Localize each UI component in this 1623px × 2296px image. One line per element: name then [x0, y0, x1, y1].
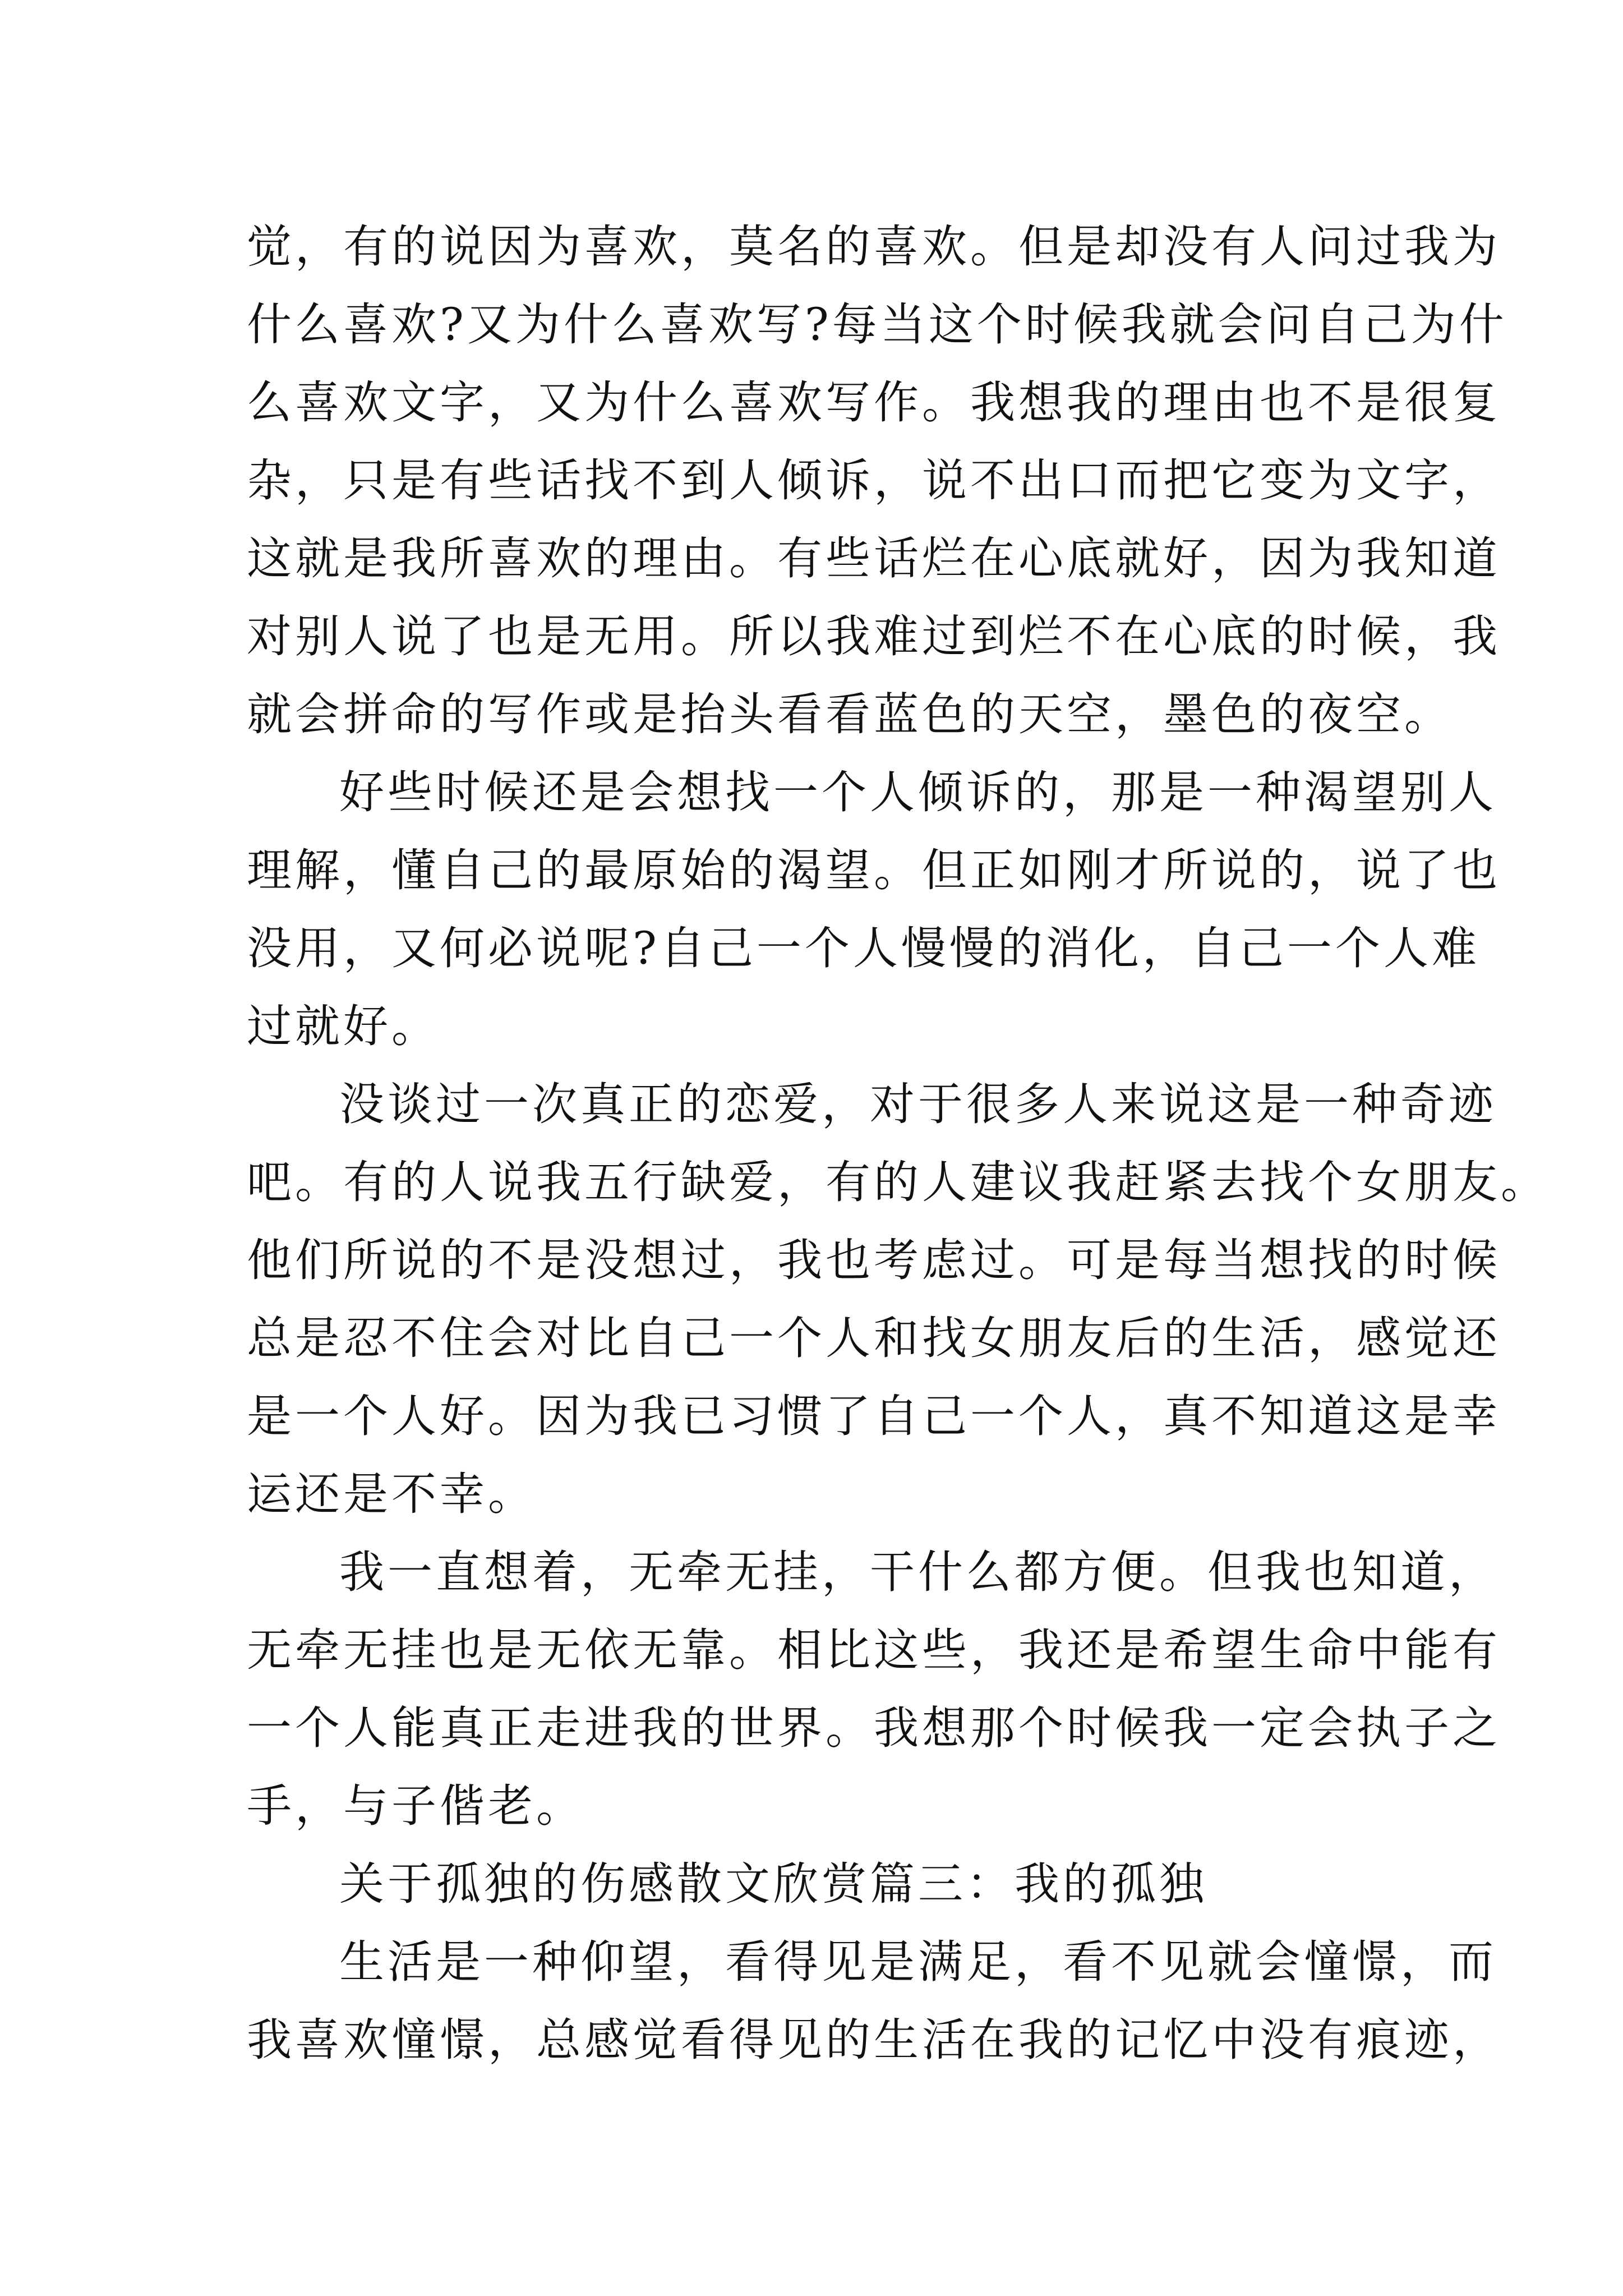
paragraph — [247, 1923, 1501, 2079]
text-line: 觉，有的说因为喜欢，莫名的喜欢。但是却没有人问过我为 — [247, 220, 1501, 273]
paragraph — [247, 1065, 1549, 1533]
text-line: 我喜欢憧憬，总感觉看得见的生活在我的记忆中没有痕迹， — [247, 2014, 1501, 2066]
text-line: 运还是不幸。 — [247, 1468, 536, 1520]
text-line: 生活是一种仰望，看得见是满足，看不见就会憧憬，而 — [339, 1936, 1497, 1988]
text-line: 什么喜欢?又为什么喜欢写?每当这个时候我就会问自己为什 — [247, 298, 1507, 351]
text-line: 过就好。 — [247, 1000, 440, 1052]
text-line: 手，与子偕老。 — [247, 1780, 584, 1832]
text-line: 么喜欢文字，又为什么喜欢写作。我想我的理由也不是很复 — [247, 376, 1501, 429]
text-line: 是一个人好。因为我已习惯了自己一个人，真不知道这是幸 — [247, 1390, 1501, 1442]
text-line: 杂，只是有些话找不到人倾诉，说不出口而把它变为文字， — [247, 454, 1501, 507]
section-heading-text: 关于孤独的伤感散文欣赏篇三：我的孤独 — [339, 1858, 1207, 1910]
text-line: 就会拼命的写作或是抬头看看蓝色的天空，墨色的夜空。 — [247, 688, 1453, 740]
body-text — [247, 208, 1549, 2079]
text-line: 没谈过一次真正的恋爱，对于很多人来说这是一种奇迹 — [339, 1078, 1497, 1130]
text-line: 理解，懂自己的最原始的渴望。但正如刚才所说的，说了也 — [247, 844, 1501, 896]
paragraph — [247, 208, 1507, 753]
text-line: 他们所说的不是没想过，我也考虑过。可是每当想找的时候 — [247, 1234, 1501, 1286]
text-line: 无牵无挂也是无依无靠。相比这些，我还是希望生命中能有 — [247, 1624, 1501, 1676]
text-line: 好些时候还是会想找一个人倾诉的，那是一种渴望别人 — [339, 766, 1497, 818]
section-heading — [247, 1845, 1391, 1923]
text-line: 总是忍不住会对比自己一个人和找女朋友后的生活，感觉还 — [247, 1312, 1501, 1364]
paragraph — [247, 1533, 1501, 1845]
text-line: 我一直想着，无牵无挂，干什么都方便。但我也知道， — [339, 1546, 1497, 1598]
text-line: 一个人能真正走进我的世界。我想那个时候我一定会执子之 — [247, 1702, 1501, 1754]
text-line: 没用，又何必说呢?自己一个人慢慢的消化，自己一个人难 — [247, 922, 1480, 974]
paragraph — [247, 753, 1501, 1065]
text-line: 对别人说了也是无用。所以我难过到烂不在心底的时候，我 — [247, 610, 1501, 662]
text-line: 吧。有的人说我五行缺爱，有的人建议我赶紧去找个女朋友。 — [247, 1156, 1549, 1208]
text-line: 这就是我所喜欢的理由。有些话烂在心底就好，因为我知道 — [247, 532, 1501, 585]
